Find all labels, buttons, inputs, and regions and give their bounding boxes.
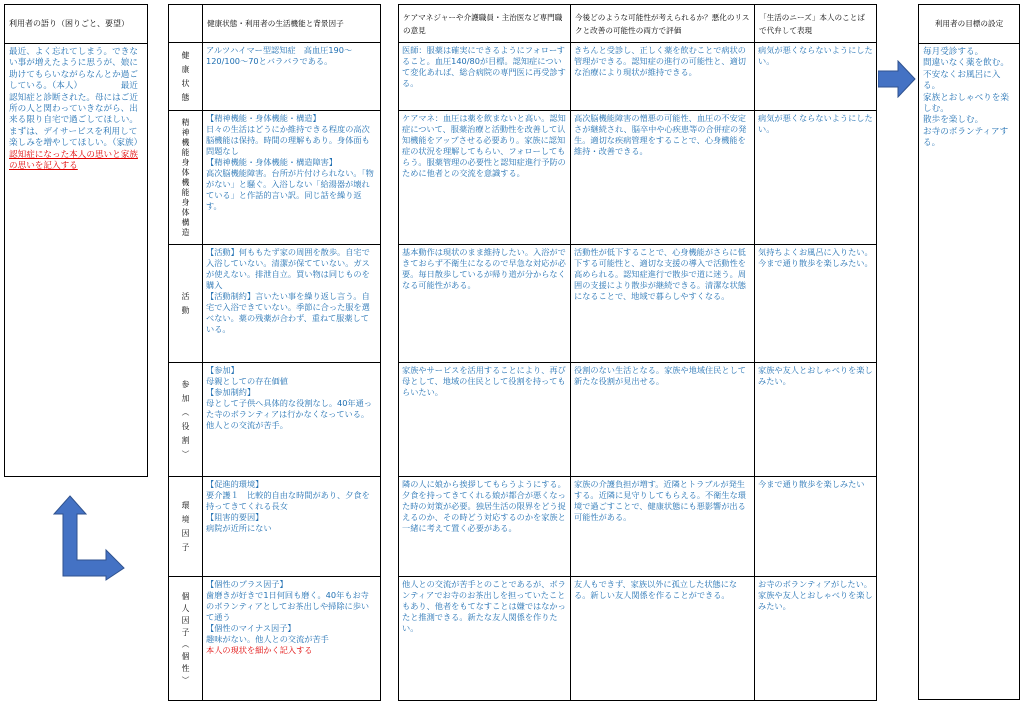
goal-setting-header: 利用者の目標の設定 [919,5,1019,44]
needs-cell: 病気が悪くならないようにしたい。 [755,111,877,245]
opinion-cell: 医師：服薬は確実にできるようにフォローすること。血圧140/80が目標。認知症について変化あれば、総合病院の専門医に再受診する。 [399,43,571,111]
health-cell: 【精神機能・身体機能・構造】 日々の生活はどうにか維持できる程度の高次脳機能は保持。時間の理解もあり。身体面も問題なし 【精神機能・身体機能・構造障害】 高次脳機能障害。台所が片付けられない。「物がない」と騒ぐ。入浴しない「給湯器が壊れている」と作話的言い訳。同じ話を繰り返す。 [203,111,381,245]
health-cell: アルツハイマー型認知症 高血圧190〜120/100〜70とバラバラである。 [203,43,381,111]
category-cell: 環 境 因 子 [169,477,203,577]
possibility-cell: きちんと受診し、正しく薬を飲むことで病状の管理ができる。認知症の進行の可能性と、適切な治療により現状が維持できる。 [571,43,755,111]
table-row [169,477,877,577]
category-header [169,5,203,43]
goal-setting-text: 毎月受診する。 間違いなく薬を飲む。不安なくお風呂に入る。 家族とおしゃべりを楽しむ。 散歩を楽しむ。 お寺のボランティアする。 [923,47,1009,149]
narrative-note: 認知症になった本人の思いと家族の思いを記入する [9,149,138,172]
possibility-cell: 高次脳機能障害の憎悪の可能性、血圧の不安定さが継続され、脳卒中や心疾患等の合併症の発生。適切な疾病管理をすることで、心身機能を維持・改善できる。 [571,111,755,245]
table-row [169,111,877,245]
table-row [169,577,877,701]
health-cell: 【参加】 母親としての存在価値 【参加制約】 母として子供へ具体的な役割なし。40年通った寺のボランティアは行かなくなっている。他人との交流が苦手。 [203,363,381,477]
right-arrow-icon [878,60,916,98]
health-cell: 【個性のプラス因子】 歯磨きが好きで1日何回も磨く。40年もお寺のボランティアとしてお茶出しや掃除に歩いて通う 【個性のマイナス因子】 趣味がない。他人との交流が苦手 本人の現状を細かく記入する [203,577,381,701]
goal-setting-box [918,4,1020,700]
health-cell: 【活動】何ももたず家の周囲を散歩。自宅で入浴していない。清潔が保てていない。ガスが使えない。排泄自立。買い物は同じものを購入 【活動制約】言いたい事を繰り返し言う。自宅で入浴できていない。季節に合った服を選べない。薬の残薬が合わず、重ねて服薬している。 [203,245,381,363]
table-header-row [169,5,877,43]
health-note: 本人の現状を細かく記入する [206,645,313,655]
needs-header: 「生活のニーズ」本人のことばで代弁して表現 [755,5,877,43]
category-cell: 健 康 状 態 [169,43,203,111]
table-row [169,245,877,363]
category-cell: 参 加 ︵ 役 割 ︶ [169,363,203,477]
opinion-header: ケアマネジャーや介護職員・主治医など専門職の意見 [399,5,571,43]
opinion-cell: 基本動作は現状のまま維持したい。入浴ができておらず不衛生になるので早急な対応が必要。毎日散歩しているが帰り道が分からなくなる可能性がある。 [399,245,571,363]
opinion-cell: 他人との交流が苦手とのことであるが、ボランティアでお寺のお茶出しを担っていたこともあり、他者をもてなすことは嫌ではなかったと推測できる。新たな友人関係を作りたい。 [399,577,571,701]
bent-arrow-icon [50,494,126,582]
user-narrative-header: 利用者の語り（困りごと、要望） [5,5,147,44]
table-row [169,43,877,111]
table-row [169,363,877,477]
opinion-cell: 家族やサービスを活用することにより、再び母として、地域の住民として役割を持ってもらいたい。 [399,363,571,477]
category-cell: 個 人 因 子 ︵ 個 性 ︶ [169,577,203,701]
health-cell: 【促進的環境】 要介護１ 比較的自由な時間があり、夕食を持ってきてくれる長女 【阻害的要因】 病院が近所にない [203,477,381,577]
needs-cell: 気持ちよくお風呂に入りたい。今まで通り散歩を楽しみたい。 [755,245,877,363]
needs-cell: 家族や友人とおしゃべりを楽しみたい。 [755,363,877,477]
possibility-cell: 家族の介護負担が増す。近隣とトラブルが発生する。近隣に見守りしてもらえる。不衛生な環境で過ごすことで、健康状態にも悪影響が出る可能性がある。 [571,477,755,577]
user-narrative-box [4,4,148,477]
needs-cell: 病気が悪くならないようにしたい。 [755,43,877,111]
opinion-cell: 隣の人に娘から挨拶してもらうようにする。夕食を持ってきてくれる娘が都合が悪くなった時の対策が必要。独居生活の限界をどう捉えるのか、その時どう対応するのかを家族と一緒に考えて置く必要がある。 [399,477,571,577]
category-cell: 精 神 機 能 身 体 機 能 身 体 構 造 [169,111,203,245]
health-header: 健康状態・利用者の生活機能と背景因子 [203,5,381,43]
assessment-table [168,4,877,701]
possibility-cell: 友人もできず、家族以外に孤立した状態になる。新しい友人関係を作ることができる。 [571,577,755,701]
user-narrative-text [5,44,147,175]
possibility-header: 今後どのような可能性が考えられるか？悪化のリスクと改善の可能性の両方で評価 [571,5,755,43]
category-cell: 活 動 [169,245,203,363]
needs-cell: 今まで通り散歩を楽しみたい [755,477,877,577]
possibility-cell: 役割のない生活となる。家族や地域住民として新たな役割が見出せる。 [571,363,755,477]
opinion-cell: ケアマネ：血圧は薬を飲まないと高い。認知症について、服薬治療と活動性を改善して认知機能をアップさせる必要あり。家族に認知症の状況を理解してもらい、フォローしてもらう。服薬管理の必要性と認知症進行予防のために他者との交流を意識する。 [399,111,571,245]
needs-cell: お寺のボランティアがしたい。家族や友人とおしゃべりを楽しみたい。 [755,577,877,701]
possibility-cell: 活動性が低下することで、心身機能がさらに低下する可能性と、適切な支援の導入で活動性を高められる。認知症進行で散歩で道に迷う。周囲の支援により散歩が継続できる。清潔な状態になることで、地域で暮らしやすくなる。 [571,245,755,363]
narrative-text: 最近、よく忘れてしまう。できない事が増えたように思うが、娘に助けてもらいながらなんとか過ごしている。（本人） 最近認知症と診断された。母にはご近所の人と関わっていきながら、出来る限り自宅で過ごしてほしい。まずは、デイサービスを利用して楽しみを増やしてほしい。（家族） [9,47,143,149]
